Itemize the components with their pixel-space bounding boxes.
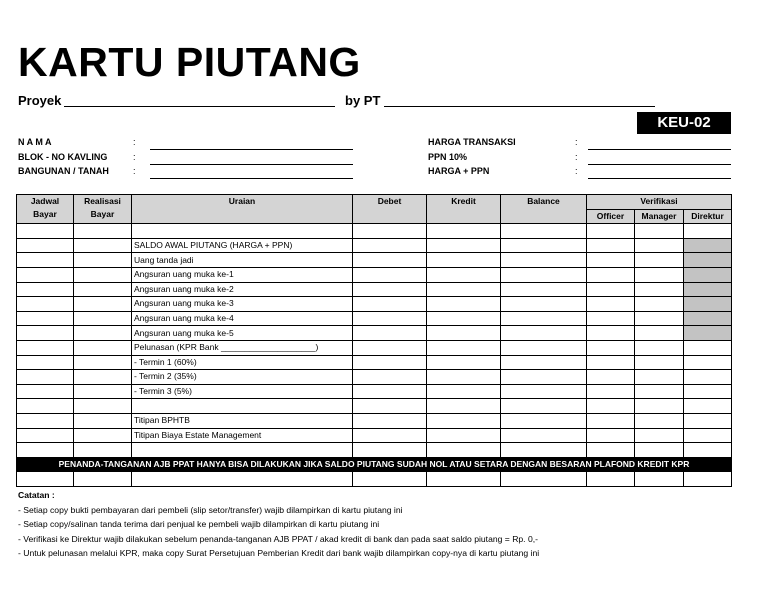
realisasi-cell[interactable] bbox=[74, 340, 132, 355]
uraian-cell[interactable] bbox=[132, 224, 353, 239]
proyek-field[interactable] bbox=[64, 106, 335, 107]
blank-cell[interactable] bbox=[684, 472, 732, 487]
officer-cell[interactable] bbox=[587, 428, 635, 443]
manager-cell[interactable] bbox=[635, 370, 684, 385]
realisasi-cell[interactable] bbox=[74, 282, 132, 297]
uraian-cell[interactable]: Angsuran uang muka ke-5 bbox=[132, 326, 353, 341]
direktur-cell[interactable] bbox=[684, 238, 732, 253]
realisasi-cell[interactable] bbox=[74, 399, 132, 414]
info-label-blok: BLOK - NO KAVLING bbox=[18, 152, 108, 162]
kredit-cell[interactable] bbox=[427, 282, 501, 297]
uraian-cell[interactable]: Angsuran uang muka ke-3 bbox=[132, 297, 353, 312]
table-row bbox=[17, 370, 732, 385]
table-row bbox=[17, 238, 732, 253]
manager-cell[interactable] bbox=[635, 428, 684, 443]
direktur-cell[interactable] bbox=[684, 224, 732, 239]
direktur-cell[interactable] bbox=[684, 413, 732, 428]
project-line bbox=[18, 93, 658, 111]
table-row bbox=[17, 340, 732, 355]
note-item: - Setiap copy bukti pembayaran dari pembeli (slip setor/transfer) wajib dilampirkan di kartu piutang ini bbox=[18, 504, 403, 515]
manager-cell[interactable] bbox=[635, 253, 684, 268]
page-title: KARTU PIUTANG bbox=[18, 39, 361, 85]
table-row bbox=[17, 413, 732, 428]
info-label-harga-ppn: HARGA + PPN bbox=[428, 166, 490, 176]
balance-cell[interactable] bbox=[501, 428, 587, 443]
officer-cell[interactable] bbox=[587, 238, 635, 253]
officer-cell[interactable] bbox=[587, 413, 635, 428]
jadwal-cell[interactable] bbox=[17, 340, 74, 355]
nama-field[interactable] bbox=[150, 149, 353, 150]
jadwal-cell[interactable] bbox=[17, 413, 74, 428]
jadwal-cell[interactable] bbox=[17, 297, 74, 312]
realisasi-cell[interactable] bbox=[74, 355, 132, 370]
debet-cell[interactable] bbox=[353, 267, 427, 282]
blank-cell[interactable] bbox=[74, 472, 132, 487]
header-realisasi-bayar bbox=[74, 195, 132, 224]
manager-cell[interactable] bbox=[635, 282, 684, 297]
jadwal-cell[interactable] bbox=[17, 370, 74, 385]
debet-cell[interactable] bbox=[353, 238, 427, 253]
table-row bbox=[17, 399, 732, 414]
table-row bbox=[17, 282, 732, 297]
debet-cell[interactable] bbox=[353, 384, 427, 399]
jadwal-cell[interactable] bbox=[17, 355, 74, 370]
harga-ppn-field[interactable] bbox=[588, 178, 731, 179]
uraian-cell[interactable]: Titipan Biaya Estate Management bbox=[132, 428, 353, 443]
direktur-cell[interactable] bbox=[684, 311, 732, 326]
info-label-harga-transaksi: HARGA TRANSAKSI bbox=[428, 137, 516, 147]
blank-cell[interactable] bbox=[132, 472, 353, 487]
kredit-cell[interactable] bbox=[427, 224, 501, 239]
balance-cell[interactable] bbox=[501, 370, 587, 385]
manager-cell[interactable] bbox=[635, 297, 684, 312]
doc-code-badge: KEU-02 bbox=[637, 112, 731, 134]
jadwal-cell[interactable] bbox=[17, 399, 74, 414]
info-colon: : bbox=[575, 152, 578, 162]
kredit-cell[interactable] bbox=[427, 238, 501, 253]
blank-cell[interactable] bbox=[353, 472, 427, 487]
ajb-warning-banner: PENANDA-TANGANAN AJB PPAT HANYA BISA DILAKUKAN JIKA SALDO PIUTANG SUDAH NOL ATAU SETARA DENGAN BESARAN PLAFOND KREDIT KPR bbox=[17, 457, 732, 472]
kredit-cell[interactable] bbox=[427, 267, 501, 282]
manager-cell[interactable] bbox=[635, 384, 684, 399]
direktur-cell[interactable] bbox=[684, 428, 732, 443]
info-colon: : bbox=[575, 137, 578, 147]
kredit-cell[interactable] bbox=[427, 355, 501, 370]
company-field[interactable] bbox=[384, 106, 655, 107]
manager-cell[interactable] bbox=[635, 224, 684, 239]
balance-cell[interactable] bbox=[501, 253, 587, 268]
officer-cell[interactable] bbox=[587, 399, 635, 414]
blok-field[interactable] bbox=[150, 164, 353, 165]
realisasi-cell[interactable] bbox=[74, 297, 132, 312]
officer-cell[interactable] bbox=[587, 253, 635, 268]
info-colon: : bbox=[133, 166, 136, 176]
jadwal-cell[interactable] bbox=[17, 428, 74, 443]
note-item: - Untuk pelunasan melalui KPR, maka copy Surat Persetujuan Pemberian Kredit dari bank wajib dilampirkan copy-nya di kartu piutang ini bbox=[18, 548, 540, 558]
direktur-cell[interactable] bbox=[684, 267, 732, 282]
table-row bbox=[17, 224, 732, 239]
realisasi-cell[interactable] bbox=[74, 370, 132, 385]
realisasi-cell[interactable] bbox=[74, 413, 132, 428]
officer-cell[interactable] bbox=[587, 267, 635, 282]
debet-cell[interactable] bbox=[353, 443, 427, 458]
balance-cell[interactable] bbox=[501, 297, 587, 312]
jadwal-cell[interactable] bbox=[17, 384, 74, 399]
direktur-cell[interactable] bbox=[684, 340, 732, 355]
manager-cell[interactable] bbox=[635, 238, 684, 253]
jadwal-cell[interactable] bbox=[17, 267, 74, 282]
kredit-cell[interactable] bbox=[427, 311, 501, 326]
header-realisasi: Realisasi bbox=[84, 196, 121, 206]
ppn-field[interactable] bbox=[588, 164, 731, 165]
manager-cell[interactable] bbox=[635, 399, 684, 414]
manager-cell[interactable] bbox=[635, 340, 684, 355]
jadwal-cell[interactable] bbox=[17, 443, 74, 458]
header-jadwal-bayar bbox=[17, 195, 74, 224]
header-kredit: Kredit bbox=[427, 195, 501, 224]
debet-cell[interactable] bbox=[353, 340, 427, 355]
realisasi-cell[interactable] bbox=[74, 384, 132, 399]
header-balance: Balance bbox=[501, 195, 587, 224]
jadwal-cell[interactable] bbox=[17, 311, 74, 326]
by-pt-label: by PT bbox=[345, 93, 381, 108]
officer-cell[interactable] bbox=[587, 282, 635, 297]
direktur-cell[interactable] bbox=[684, 282, 732, 297]
jadwal-cell[interactable] bbox=[17, 224, 74, 239]
realisasi-cell[interactable] bbox=[74, 224, 132, 239]
header-officer: Officer bbox=[587, 209, 635, 224]
balance-cell[interactable] bbox=[501, 238, 587, 253]
table-row bbox=[17, 384, 732, 399]
officer-cell[interactable] bbox=[587, 297, 635, 312]
direktur-cell[interactable] bbox=[684, 399, 732, 414]
table-row bbox=[17, 472, 732, 487]
debet-cell[interactable] bbox=[353, 399, 427, 414]
officer-cell[interactable] bbox=[587, 311, 635, 326]
debet-cell[interactable] bbox=[353, 413, 427, 428]
table-row bbox=[17, 326, 732, 341]
direktur-cell[interactable] bbox=[684, 297, 732, 312]
kredit-cell[interactable] bbox=[427, 428, 501, 443]
balance-cell[interactable] bbox=[501, 326, 587, 341]
table-row bbox=[17, 428, 732, 443]
realisasi-cell[interactable] bbox=[74, 443, 132, 458]
info-label-bangunan: BANGUNAN / TANAH bbox=[18, 166, 109, 176]
balance-cell[interactable] bbox=[501, 355, 587, 370]
realisasi-cell[interactable] bbox=[74, 238, 132, 253]
kredit-cell[interactable] bbox=[427, 370, 501, 385]
debet-cell[interactable] bbox=[353, 355, 427, 370]
info-label-ppn: PPN 10% bbox=[428, 152, 468, 162]
manager-cell[interactable] bbox=[635, 311, 684, 326]
blank-cell[interactable] bbox=[587, 472, 635, 487]
realisasi-cell[interactable] bbox=[74, 253, 132, 268]
header-uraian: Uraian bbox=[132, 195, 353, 224]
uraian-cell[interactable]: - Termin 2 (35%) bbox=[132, 370, 353, 385]
uraian-cell[interactable] bbox=[132, 443, 353, 458]
table-row bbox=[17, 297, 732, 312]
blank-cell[interactable] bbox=[635, 472, 684, 487]
table-row bbox=[17, 253, 732, 268]
info-colon: : bbox=[133, 152, 136, 162]
notes-title: Catatan : bbox=[18, 490, 55, 500]
direktur-cell[interactable] bbox=[684, 253, 732, 268]
jadwal-cell[interactable] bbox=[17, 253, 74, 268]
uraian-cell[interactable]: Angsuran uang muka ke-1 bbox=[132, 267, 353, 282]
uraian-cell[interactable]: Angsuran uang muka ke-4 bbox=[132, 311, 353, 326]
notes-section bbox=[18, 488, 539, 561]
header-debet: Debet bbox=[353, 195, 427, 224]
kredit-cell[interactable] bbox=[427, 384, 501, 399]
blank-cell[interactable] bbox=[427, 472, 501, 487]
direktur-cell[interactable] bbox=[684, 355, 732, 370]
header-realisasi-sub: Bayar bbox=[90, 209, 115, 219]
debet-cell[interactable] bbox=[353, 428, 427, 443]
debet-cell[interactable] bbox=[353, 326, 427, 341]
header-verifikasi: Verifikasi bbox=[587, 195, 732, 210]
direktur-cell[interactable] bbox=[684, 443, 732, 458]
note-item: - Verifikasi ke Direktur wajib dilakukan sebelum penanda-tanganan AJB PPAT / akad kredit di bank dan pada saat saldo piutang = Rp. 0,- bbox=[18, 533, 538, 544]
uraian-cell[interactable] bbox=[132, 399, 353, 414]
kredit-cell[interactable] bbox=[427, 340, 501, 355]
officer-cell[interactable] bbox=[587, 326, 635, 341]
balance-cell[interactable] bbox=[501, 224, 587, 239]
balance-cell[interactable] bbox=[501, 399, 587, 414]
realisasi-cell[interactable] bbox=[74, 428, 132, 443]
uraian-cell[interactable]: Uang tanda jadi bbox=[132, 253, 353, 268]
officer-cell[interactable] bbox=[587, 340, 635, 355]
kredit-cell[interactable] bbox=[427, 253, 501, 268]
uraian-cell[interactable]: Titipan BPHTB bbox=[132, 413, 353, 428]
manager-cell[interactable] bbox=[635, 355, 684, 370]
debet-cell[interactable] bbox=[353, 253, 427, 268]
balance-cell[interactable] bbox=[501, 311, 587, 326]
table-row bbox=[17, 443, 732, 458]
header-manager: Manager bbox=[635, 209, 684, 224]
balance-cell[interactable] bbox=[501, 413, 587, 428]
officer-cell[interactable] bbox=[587, 355, 635, 370]
jadwal-cell[interactable] bbox=[17, 238, 74, 253]
direktur-cell[interactable] bbox=[684, 326, 732, 341]
proyek-label: Proyek bbox=[18, 93, 62, 108]
header-jadwal: Jadwal bbox=[30, 196, 60, 206]
officer-cell[interactable] bbox=[587, 443, 635, 458]
manager-cell[interactable] bbox=[635, 267, 684, 282]
note-item: - Setiap copy/salinan tanda terima dari penjual ke pembeli wajib dilampirkan di kartu piutang ini bbox=[18, 519, 380, 529]
realisasi-cell[interactable] bbox=[74, 267, 132, 282]
debet-cell[interactable] bbox=[353, 224, 427, 239]
uraian-cell[interactable]: - Termin 3 (5%) bbox=[132, 384, 353, 399]
kredit-cell[interactable] bbox=[427, 326, 501, 341]
debet-cell[interactable] bbox=[353, 282, 427, 297]
debet-cell[interactable] bbox=[353, 370, 427, 385]
manager-cell[interactable] bbox=[635, 443, 684, 458]
blank-cell[interactable] bbox=[17, 472, 74, 487]
kredit-cell[interactable] bbox=[427, 443, 501, 458]
officer-cell[interactable] bbox=[587, 370, 635, 385]
debet-cell[interactable] bbox=[353, 297, 427, 312]
balance-cell[interactable] bbox=[501, 443, 587, 458]
direktur-cell[interactable] bbox=[684, 384, 732, 399]
header-direktur: Direktur bbox=[684, 209, 732, 224]
table-row bbox=[17, 355, 732, 370]
balance-cell[interactable] bbox=[501, 340, 587, 355]
harga-transaksi-field[interactable] bbox=[588, 149, 731, 150]
uraian-cell[interactable]: Pelunasan (KPR Bank ____________________) bbox=[132, 340, 353, 355]
info-colon: : bbox=[575, 166, 578, 176]
manager-cell[interactable] bbox=[635, 326, 684, 341]
jadwal-cell[interactable] bbox=[17, 282, 74, 297]
header-jadwal-sub: Bayar bbox=[33, 209, 57, 219]
bangunan-field[interactable] bbox=[150, 178, 353, 179]
info-label-nama: N A M A bbox=[18, 137, 52, 147]
direktur-cell[interactable] bbox=[684, 370, 732, 385]
banner-row bbox=[17, 457, 732, 472]
jadwal-cell[interactable] bbox=[17, 326, 74, 341]
uraian-cell[interactable]: - Termin 1 (60%) bbox=[132, 355, 353, 370]
table-row bbox=[17, 311, 732, 326]
debet-cell[interactable] bbox=[353, 311, 427, 326]
realisasi-cell[interactable] bbox=[74, 326, 132, 341]
kredit-cell[interactable] bbox=[427, 413, 501, 428]
uraian-cell[interactable]: SALDO AWAL PIUTANG (HARGA + PPN) bbox=[132, 238, 353, 253]
uraian-cell[interactable]: Angsuran uang muka ke-2 bbox=[132, 282, 353, 297]
balance-cell[interactable] bbox=[501, 384, 587, 399]
table-row bbox=[17, 267, 732, 282]
officer-cell[interactable] bbox=[587, 384, 635, 399]
manager-cell[interactable] bbox=[635, 413, 684, 428]
kredit-cell[interactable] bbox=[427, 297, 501, 312]
officer-cell[interactable] bbox=[587, 224, 635, 239]
realisasi-cell[interactable] bbox=[74, 311, 132, 326]
ledger-table bbox=[16, 194, 732, 487]
blank-cell[interactable] bbox=[501, 472, 587, 487]
info-colon: : bbox=[133, 137, 136, 147]
balance-cell[interactable] bbox=[501, 282, 587, 297]
balance-cell[interactable] bbox=[501, 267, 587, 282]
kredit-cell[interactable] bbox=[427, 399, 501, 414]
